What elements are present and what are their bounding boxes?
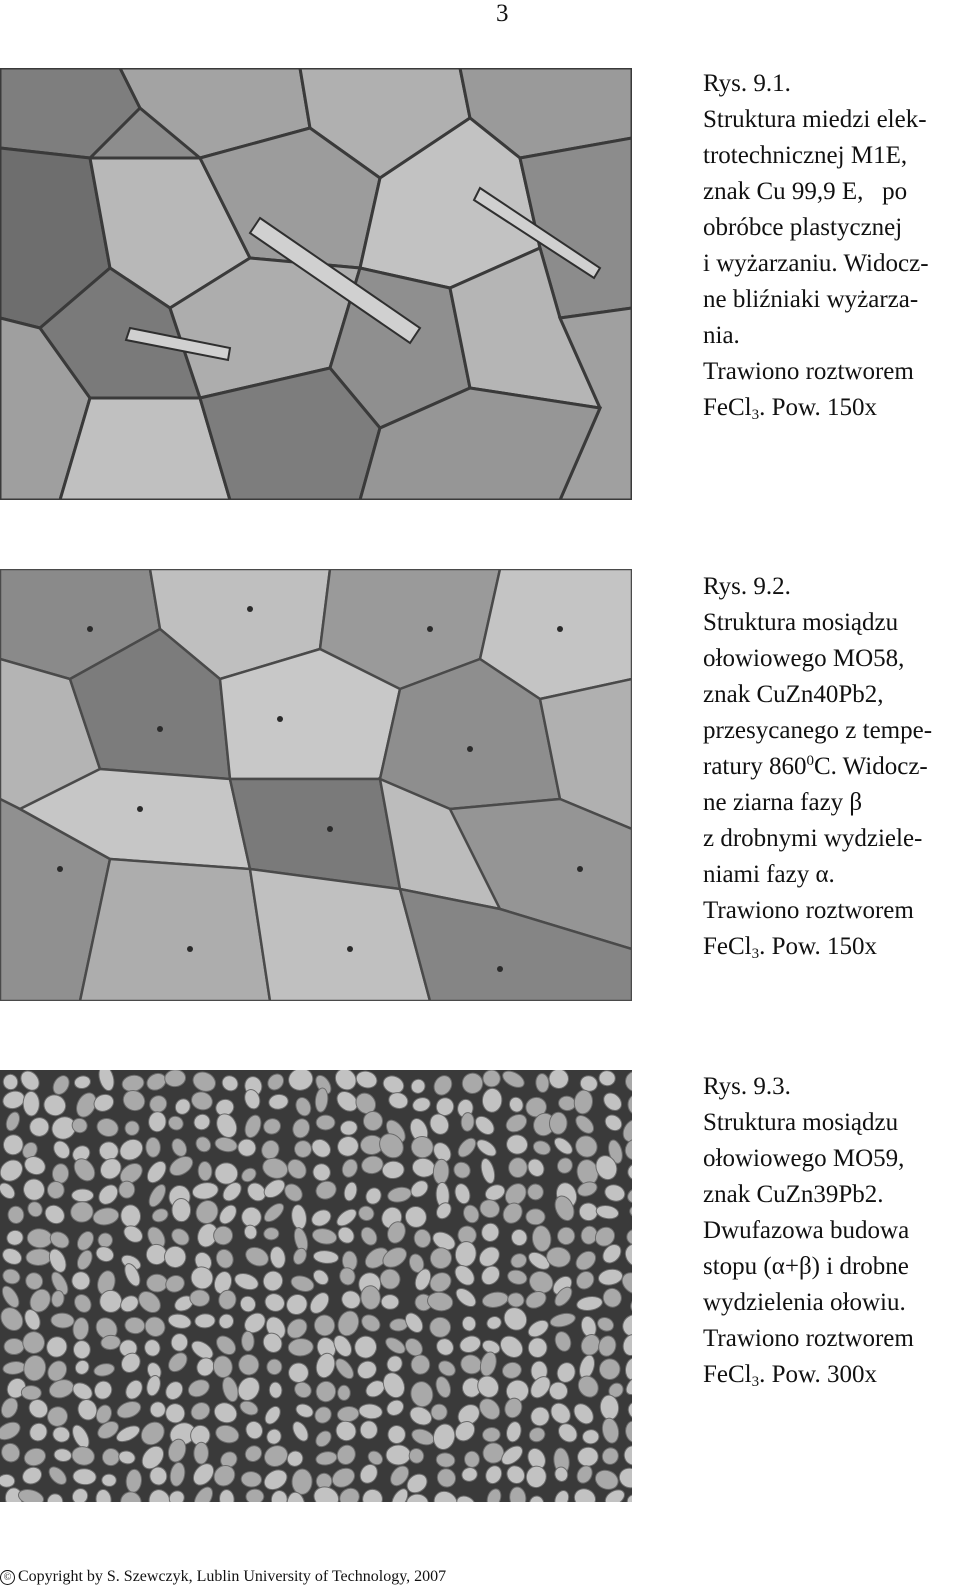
alpha-grain: [102, 1474, 117, 1487]
alpha-grain: [429, 1317, 451, 1338]
caption-line: stopu (α+β) i drobne: [703, 1253, 909, 1280]
caption-etchant-line: FeCl$_3$. Pow. 150x: [703, 933, 877, 962]
caption-line: znak Cu 99,9 E, po: [703, 178, 908, 205]
alpha-grain: [21, 1385, 42, 1400]
alpha-grain: [338, 1385, 351, 1400]
caption-line: Dwufazowa budowa: [703, 1217, 910, 1244]
alpha-grain: [146, 1137, 161, 1157]
alpha-grain: [267, 1359, 283, 1375]
micrograph-copper-m1e: [0, 68, 632, 500]
caption-line: ołowiowego MO58,: [703, 645, 905, 672]
caption-line: Rys. 9.3.: [703, 1073, 791, 1100]
caption-line: przesycanego z tempe-: [703, 717, 933, 744]
micrograph-brass-mo58: [0, 569, 632, 1001]
caption-figure-9-3: [703, 1069, 958, 1393]
alpha-grain: [263, 1227, 279, 1240]
alpha-grain: [292, 1469, 313, 1495]
alpha-grain: [381, 1294, 399, 1309]
caption-figure-9-2: [703, 569, 958, 965]
caption-line: z drobnymi wydziele-: [703, 825, 923, 852]
caption-line: nia.: [703, 322, 740, 349]
micrograph-image-2: [0, 569, 632, 1001]
alpha-grain: [549, 1112, 567, 1135]
alpha-grain: [360, 1421, 377, 1439]
copyright-footer: [0, 1567, 446, 1587]
caption-line: znak CuZn40Pb2,: [703, 681, 884, 708]
alpha-grain: [4, 1338, 24, 1354]
caption-etchant-line: FeCl$_3$. Pow. 300x: [703, 1361, 877, 1390]
alpha-grain: [189, 1289, 210, 1307]
caption-temperature-line: ratury $860^0C$. Widocz-: [703, 753, 928, 780]
caption-line: Struktura mosiądzu: [703, 609, 899, 636]
alpha-grain: [72, 1189, 94, 1202]
copyright-icon: ©: [0, 1570, 15, 1585]
alpha-grain: [198, 1161, 213, 1181]
micrograph-image-3: [0, 1070, 632, 1502]
page-number: 3: [496, 0, 509, 27]
alpha-grain: [194, 1442, 209, 1464]
alpha-grain: [47, 1181, 65, 1199]
caption-etchant-line: FeCl$_3$. Pow. 150x: [703, 394, 877, 423]
micrograph-brass-mo59: [0, 1070, 632, 1502]
caption-line: obróbce plastycznej: [703, 214, 903, 241]
caption-figure-9-1: [703, 66, 958, 426]
alpha-grain: [316, 1115, 335, 1130]
alpha-grain: [582, 1429, 599, 1444]
alpha-grain: [386, 1445, 411, 1465]
caption-line: Struktura miedzi elek-: [703, 106, 927, 133]
alpha-grain: [119, 1181, 135, 1199]
caption-line: trotechnicznej M1E,: [703, 142, 908, 169]
alpha-grain: [508, 1157, 528, 1178]
micrograph-image-1: [0, 68, 632, 500]
caption-line: Struktura mosiądzu: [703, 1109, 899, 1136]
caption-line: Rys. 9.2.: [703, 573, 791, 600]
alpha-grain: [146, 1274, 168, 1293]
caption-line: Trawiono roztworem: [703, 897, 914, 924]
alpha-grain: [241, 1331, 254, 1351]
caption-line: znak CuZn39Pb2.: [703, 1181, 884, 1208]
caption-line: ne ziarna fazy β: [703, 789, 863, 816]
caption-line: Rys. 9.1.: [703, 70, 791, 97]
alpha-grain: [73, 1340, 90, 1358]
caption-line: i wyżarzaniu. Widocz-: [703, 250, 929, 277]
alpha-grain: [172, 1198, 191, 1222]
caption-line: niami fazy α.: [703, 861, 835, 888]
caption-line: ne bliźniaki wyżarza-: [703, 286, 919, 313]
alpha-grain: [461, 1112, 475, 1131]
caption-line: ołowiowego MO59,: [703, 1145, 905, 1172]
caption-line: wydzielenia ołowiu.: [703, 1289, 906, 1316]
caption-line: Trawiono roztworem: [703, 358, 914, 385]
copyright-text: Copyright by S. Szewczyk, Lublin University of Technology, 2007: [18, 1568, 447, 1585]
alpha-grain: [23, 1091, 40, 1116]
caption-line: Trawiono roztworem: [703, 1325, 914, 1352]
alpha-grain: [526, 1209, 545, 1225]
alpha-grain: [26, 1249, 52, 1266]
